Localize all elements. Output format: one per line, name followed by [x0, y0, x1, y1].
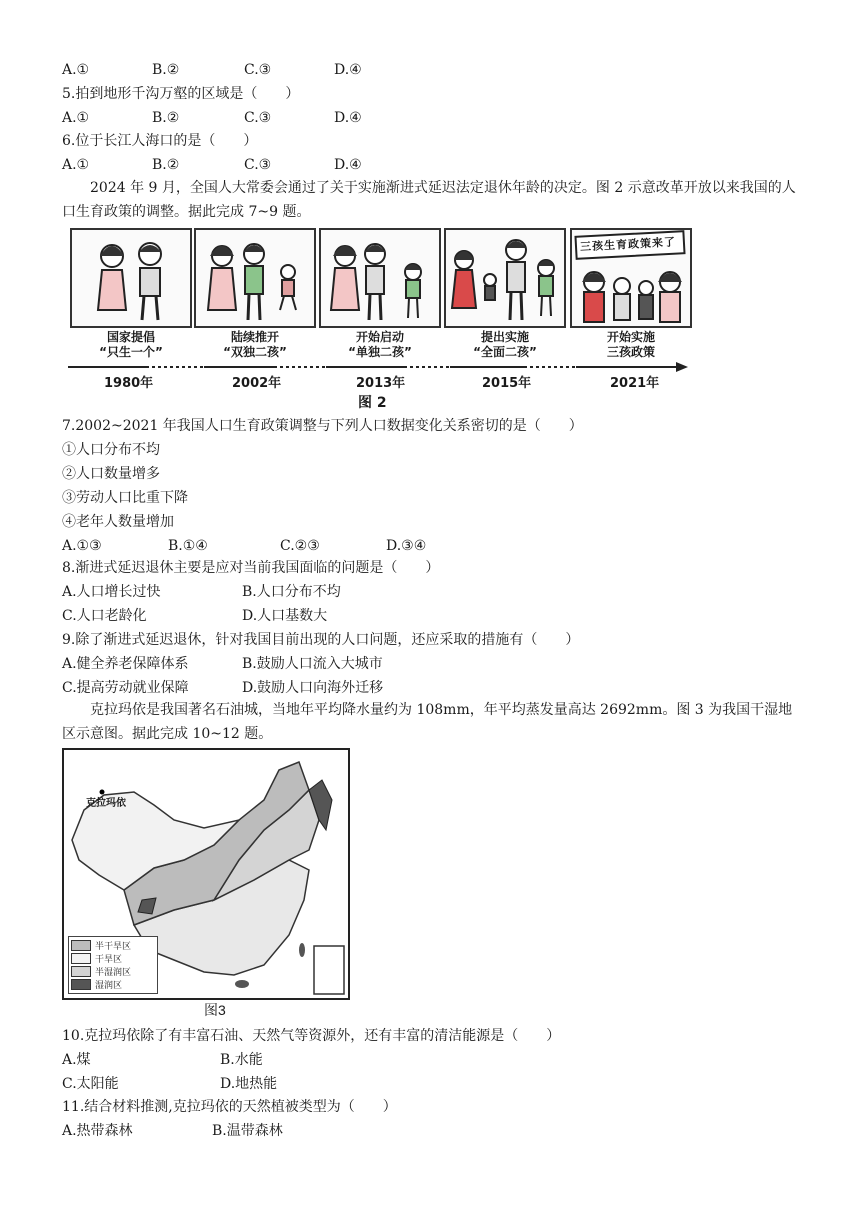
karamay-label: 克拉玛依	[86, 798, 126, 809]
legend-row-semi-arid	[71, 939, 155, 952]
q9-stem: 9.除了渐进式延迟退休，针对我国目前出现的人口问题，还应采取的措施有（ ）	[62, 632, 580, 648]
caption-2013-line1: 开始启动	[355, 330, 404, 344]
q11-stem: 11.结合材料推测,克拉玛依的天然植被类型为（ ）	[62, 1099, 397, 1115]
map-legend	[68, 936, 158, 994]
q6-option-d: D.④	[334, 157, 362, 173]
caption-2015-line1: 提出实施	[480, 330, 529, 344]
hainan-island	[235, 980, 249, 988]
q4-option-b: B.②	[152, 62, 180, 78]
caption-1980-line1: 国家提倡	[106, 330, 155, 344]
panel-2002-illustration	[194, 228, 316, 328]
panel-1980-illustration	[70, 228, 192, 328]
q5-stem: 5.拍到地形千沟万壑的区域是（ ）	[62, 86, 300, 102]
q7-item-4: ④老年人数量增加	[62, 514, 174, 530]
legend-row-semi-humid	[71, 965, 155, 978]
legend-label-semi-humid: 半湿润区	[95, 968, 132, 978]
q5-option-a: A.①	[62, 110, 90, 126]
year-2021: 2021年	[610, 376, 660, 391]
q8-option-d: D.人口基数大	[242, 608, 328, 624]
legend-swatch-semi-arid	[71, 940, 91, 951]
q7-item-2: ②人口数量增多	[62, 466, 160, 482]
caption-2013	[321, 330, 439, 360]
year-1980: 1980年	[104, 376, 154, 391]
caption-2021	[572, 330, 690, 360]
q6-option-c: C.③	[244, 157, 272, 173]
q10-stem: 10.克拉玛依除了有丰富石油、天然气等资源外，还有丰富的清洁能源是（ ）	[62, 1028, 561, 1044]
q8-option-a: A.人口增长过快	[62, 584, 161, 600]
q8-stem: 8.渐进式延迟退休主要是应对当前我国面临的问题是（ ）	[62, 560, 440, 576]
q7-stem: 7.2002~2021 年我国人口生育政策调整与下列人口数据变化关系密切的是（ ）	[62, 418, 583, 434]
caption-2015	[446, 330, 564, 360]
q4-option-d: D.④	[334, 62, 362, 78]
legend-swatch-humid	[71, 979, 91, 990]
figure-2-label: 图 2	[358, 395, 387, 411]
q6-stem: 6.位于长江人海口的是（ ）	[62, 133, 258, 149]
q7-item-1: ①人口分布不均	[62, 442, 160, 458]
q4-option-c: C.③	[244, 62, 272, 78]
figure-3-label: 图3	[204, 1002, 226, 1018]
legend-swatch-arid	[71, 953, 91, 964]
passage-retirement: 2024 年 9 月，全国人大常委会通过了关于实施渐进式延迟法定退休年龄的决定。图 2 示意改革开放以来我国的人口生育政策的调整。据此完成 7~9 题。	[62, 180, 796, 220]
q8-option-c: C.人口老龄化	[62, 608, 147, 624]
caption-2002-line2: “双独二孩”	[223, 345, 287, 359]
q7-option-c: C.②③	[280, 538, 320, 554]
q9-option-a: A.健全养老保障体系	[62, 656, 189, 672]
q11-option-a: A.热带森林	[62, 1123, 133, 1139]
caption-2021-line2: 三孩政策	[606, 345, 655, 359]
q11-option-b: B.温带森林	[212, 1123, 283, 1139]
q10-option-d: D.地热能	[220, 1076, 278, 1092]
q6-option-a: A.①	[62, 157, 90, 173]
q10-option-c: C.太阳能	[62, 1076, 119, 1092]
legend-label-arid: 干旱区	[95, 955, 123, 965]
passage-karamay: 克拉玛依是我国著名石油城，当地年平均降水量约为 108mm，年平均蒸发量高达 2692mm。图 3 为我国干湿地区示意图。据此完成 10~12 题。	[62, 702, 793, 742]
legend-row-arid	[71, 952, 155, 965]
legend-swatch-semi-humid	[71, 966, 91, 977]
year-2015: 2015年	[482, 376, 532, 391]
q6-option-b: B.②	[152, 157, 180, 173]
q5-option-b: B.②	[152, 110, 180, 126]
legend-row-humid	[71, 978, 155, 991]
caption-2002-line1: 陆续推开	[230, 330, 279, 344]
q9-option-d: D.鼓励人口向海外迁移	[242, 680, 384, 696]
banner-text: 三孩生育政策来了	[579, 235, 677, 254]
q7-option-b: B.①④	[168, 538, 208, 554]
caption-2013-line2: “单独二孩”	[348, 345, 412, 359]
caption-1980-line2: “只生一个”	[99, 345, 163, 359]
q8-option-b: B.人口分布不均	[242, 584, 341, 600]
caption-2021-line1: 开始实施	[606, 330, 655, 344]
panel-2015-illustration	[444, 228, 566, 328]
caption-2002	[196, 330, 314, 360]
q9-option-c: C.提高劳动就业保障	[62, 680, 189, 696]
q7-item-3: ③劳动人口比重下降	[62, 490, 188, 506]
legend-label-semi-arid: 半干旱区	[95, 942, 132, 952]
q10-option-b: B.水能	[220, 1052, 263, 1068]
year-2002: 2002年	[232, 376, 282, 391]
south-china-sea-inset	[314, 946, 344, 994]
figure-3-dry-wet-map	[62, 748, 350, 1000]
q7-option-d: D.③④	[386, 538, 427, 554]
caption-2015-line2: “全面二孩”	[473, 345, 537, 359]
caption-1980	[72, 330, 190, 360]
q5-option-d: D.④	[334, 110, 362, 126]
panel-2021-illustration	[570, 228, 692, 328]
taiwan-island	[299, 943, 305, 957]
q5-option-c: C.③	[244, 110, 272, 126]
year-2013: 2013年	[356, 376, 406, 391]
q10-option-a: A.煤	[62, 1052, 91, 1068]
q4-option-a: A.①	[62, 62, 90, 78]
q9-option-b: B.鼓励人口流入大城市	[242, 656, 383, 672]
q7-option-a: A.①③	[62, 538, 102, 554]
figure-2-policy-timeline	[64, 222, 696, 412]
legend-label-humid: 湿润区	[95, 981, 123, 991]
panel-2013-illustration	[319, 228, 441, 328]
